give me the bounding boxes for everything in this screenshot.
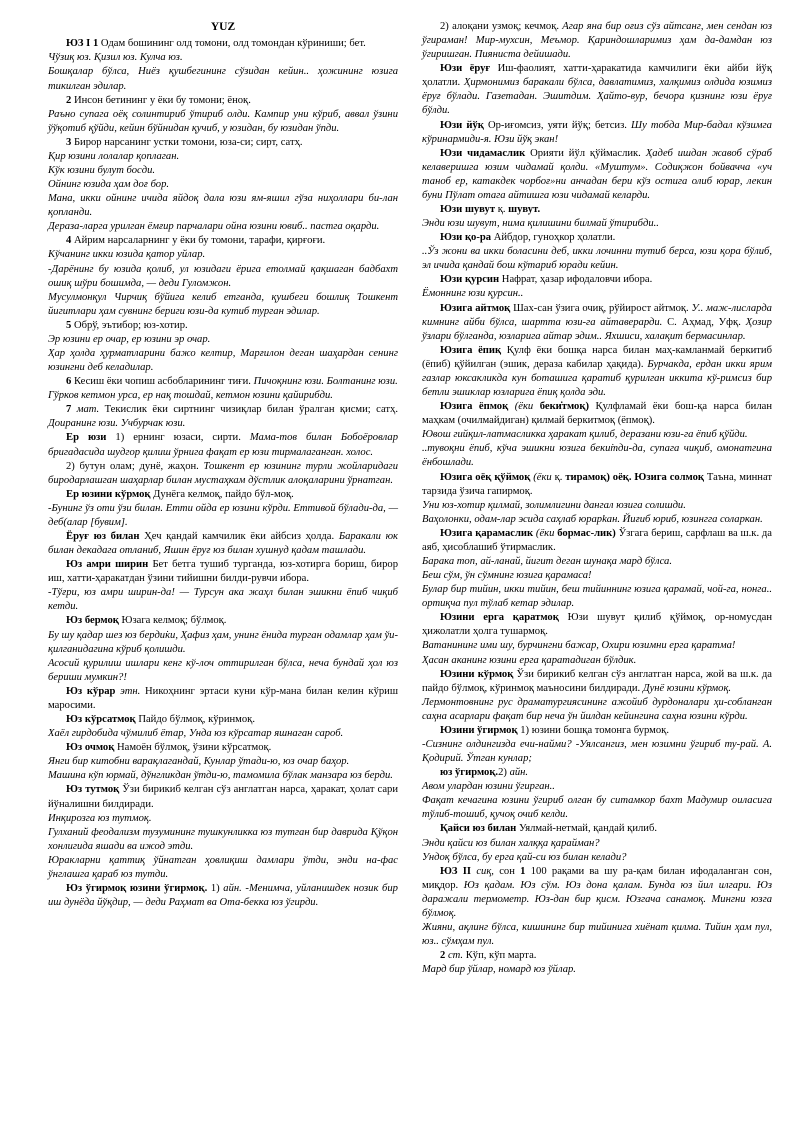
inline-example: У.. маж-лисларда кимнинг айби бўлса, шартта юзи-га айтаверарди. — [422, 302, 772, 328]
definition-text: Кўп, кўп марта. — [463, 950, 537, 962]
headword: 2 — [440, 950, 446, 962]
definition-text: 1) ернинг юзаси, сирти. — [106, 432, 250, 444]
usage-example: Уни юз-хотир қилмай, золимлигини дангал юзига солишди. — [422, 499, 686, 511]
inline-example: Доиранинг юзи. Учбурчак юзи. — [48, 418, 186, 430]
definition-text: Одам бошининг олд томони, олд томондан кўриниши; бет. — [98, 38, 366, 50]
usage-example: -Бунинг ўз оти ўзи билан. Етти ойда ер юзини кўрди. Еттивой бўлади-да, — деб(алар [бувим]. — [48, 502, 398, 528]
dictionary-entry — [48, 431, 398, 459]
left-column — [48, 20, 398, 910]
dictionary-entry — [48, 882, 398, 910]
dictionary-entry — [422, 62, 772, 118]
inline-example: Шу тобда Мир-бадал кўзимга кўринармиди-я. Юзи йўқ экан! — [422, 119, 772, 145]
usage-example: Мана, икки ойнинг ичида яйдоқ дала юзи ям-яшил гўза ниҳоллари би-лан қопланди. — [48, 193, 398, 219]
headword: Юзига оёқ қўймоқ — [440, 471, 531, 483]
inline-example: Дунё юзини кўрмоқ. — [642, 682, 732, 694]
definition-text: Текислик ёки сиртнинг чизиқлар билан ўралган қисми; сатҳ. — [99, 404, 398, 416]
headword-part: шувут. — [505, 204, 541, 216]
usage-example: Эр юзини ер очар, ер юзини эр очар. — [48, 333, 211, 345]
usage-example: Ёмоннинг юзи қурсин.. — [422, 288, 524, 300]
headword: ЮЗ II — [440, 865, 472, 877]
usage-example: Бу шу қадар шез юз берди̇ки, Ҳафиз ҳам, унинг ёнида турган одамлар ҳам ўи-қилганидагина кўриб қолишди. — [48, 629, 399, 655]
inline-example: Ҳадеб ишдан жавоб сўраб келаверишга юзим чидамай қолди. «Муштум». Содиқжон бойвачча «уч таноб ер, катакдек чорбоғ»ни анчадан бери кўз остига олиб юрар, лекин буни Пўлат отага айтишга юзи чидамай келарди. — [422, 147, 773, 201]
dictionary-entry — [48, 741, 398, 755]
definition-text: Дунёга келмоқ, пайдо бўл-моқ. — [150, 488, 294, 500]
definition-text: 1) юзини бошқа томонга бурмоқ. — [517, 724, 669, 736]
dictionary-entry — [422, 344, 772, 400]
usage-example: ..Ўз жони ва икки боласини деб, икки лочинни тутиб берса, юзи қора бўлиб, эл ичида қандай бош кўтариб юради кейин. — [422, 246, 772, 272]
headword: Юзи чидамаслик — [440, 147, 526, 159]
dictionary-entry — [422, 400, 772, 428]
dictionary-entry — [48, 136, 398, 150]
dictionary-entry — [48, 234, 398, 248]
inline-example: Мама-тов билан Бобоёровлар бригадасида шудгор қилиш ўрнига фақат ер юзи тирмалаганган. холос. — [48, 432, 399, 458]
definition-text: Кесиш ёки чопиш асбобларининг тиғи. — [71, 376, 254, 388]
usage-example: Мард бир ўйлар, номард юз ўйлар. — [422, 964, 576, 976]
usage-example: Асосий қурилиш ишлари кенг кў-лоч оттирилган бўлса, неча бундай ҳол юз бериши мумкин?! — [48, 657, 398, 683]
definition-text: Орияти йўл қўймаслик. — [525, 147, 646, 159]
dictionary-entry — [48, 685, 398, 713]
right-column — [422, 20, 772, 977]
usage-example: Кўк юзини булут босди. — [48, 164, 156, 176]
grammar-label: мат. — [71, 404, 100, 416]
headword: Юзига ёпиқ — [440, 344, 502, 356]
headword: 5 — [66, 319, 72, 331]
dictionary-entry — [48, 37, 398, 51]
headword-part: юзини ўгирмоқ. — [126, 882, 208, 894]
usage-label: айн. — [509, 767, 529, 779]
usage-example: Фақат кечагина юзини ўгириб олган бу ситамкор бахт Мадумир оиласига тўлиб-тошиб, қучоқ очиб келди. — [422, 795, 772, 821]
reference-label: қ. — [551, 471, 563, 483]
headword: Юзига қарамаслик — [440, 527, 534, 539]
headword: Юз тутмоқ — [66, 784, 120, 796]
definition-text: 2) алоқани узмоқ; кечмоқ. — [440, 21, 563, 32]
headword: Юз амри ширин — [66, 559, 149, 571]
dictionary-entry — [422, 949, 772, 963]
headword: Юз бермоқ — [66, 615, 119, 627]
headword: Юзига айтмоқ — [440, 302, 511, 314]
headword: Ёруғ юз билан — [66, 531, 140, 543]
dictionary-entry — [422, 668, 772, 696]
dictionary-entry — [48, 319, 398, 333]
definition-text: Айбдор, гуноҳкор ҳолатли. — [491, 232, 616, 244]
inline-example: Ҳирмонимиз баракали бўлса, давлатимиз, халқимиз олдида юзимиз ёруғ бўлади. Газетадан. Эшитдим. Ҳайто-вур, бечора қизнинг юзи ёруғ бўлди. — [422, 77, 772, 117]
headword: Юзи йўқ — [440, 119, 484, 131]
usage-example: Ювош гийқил-латмасликка ҳаракат қилиб, деразани юзи-га ёпиб қўйди. — [422, 429, 748, 441]
dictionary-entry — [422, 766, 772, 780]
dictionary-entry — [422, 527, 772, 555]
headword: 4 — [66, 235, 72, 247]
grammar-label: (ёки — [533, 527, 555, 539]
dictionary-entry — [422, 822, 772, 836]
right-entries — [422, 20, 772, 977]
headword: 3 — [66, 136, 72, 148]
headword-part: 1 — [514, 865, 526, 877]
usage-example: Раъно супага оёқ солинтириб ўтириб олди. Кампир уни кўриб, аввал ўзини ўўқотиб қўйди, кейин бўйнидан қучиб, у юзидан, бу юзидан ўпди. — [48, 108, 398, 134]
dictionary-entry — [422, 611, 772, 639]
usage-example: Инқирозга юз тутмоқ. — [48, 812, 152, 824]
usage-example: Авом улардан юзини ўгирган.. — [422, 781, 555, 793]
dictionary-entry — [48, 530, 398, 558]
usage-example: Ватанининг ими шу, бурчингни бажар, Охири юзимни ерга қаратма! — [422, 640, 736, 652]
dictionary-entry — [48, 558, 398, 586]
headword: 6 — [66, 376, 72, 388]
dictionary-entry — [48, 460, 398, 488]
grammar-label: (ёки — [530, 471, 552, 483]
definition-text: 100 рақами ва шу ра-қам билан ифодаланган сон, миқдор. — [422, 865, 772, 891]
usage-example: Энди юзи шувут, нима қилишини билмай ўтирибди.. — [422, 218, 659, 230]
definition-text: Бет бетга тушиб турганда, юз-хотирга бориш, бирор иш, хатти-ҳаракатдан ўзини тийишни билди-рувчи ибора. — [48, 559, 398, 585]
headword: Юзи қо-ра — [440, 232, 492, 244]
usage-example: Юракларни қаттиқ ўйнатган ҳовлиқиш дамлари ўтди, энди на-фас ўнглашга қараб юз тутди. — [48, 854, 398, 880]
definition-text: 2) — [498, 767, 510, 779]
definition-text: 1) — [207, 882, 224, 894]
usage-example: Мусулмонқул Чирчиқ бўйига келиб етганда, қушбеги бошлиқ Тошкент йигитлари ҳам сувнинг бериги юзи-да кутиб турган эдилар. — [48, 291, 398, 317]
definition-text: Никоҳнинг эртаси куни кўр-мана билан келин кўриш маросими. — [48, 685, 398, 711]
headword: Юзи қурсин — [440, 274, 500, 286]
dictionary-entry — [422, 147, 772, 203]
headword-part: беки̇тмоқ) — [533, 401, 589, 413]
usage-example: -Сизнинг олдингизда ечи-найми? -Уялсангиз, мен юзимни ўгириб ту-рай. А. Қодирий. Ўтган кунлар; — [422, 738, 772, 765]
inline-example: -Менимча, уйланишдек нозик бир иш дунёда йўқдир, — деди Раҳмат ва Ота-бекка юз ўгирди. — [48, 882, 398, 909]
usage-example: Ҳар ҳолда ҳурматларини бажо келтир, Марғилон деган шаҳардан сенинг юзингни деб келадилар. — [48, 348, 398, 374]
dictionary-entry — [48, 375, 398, 389]
dictionary-entry — [422, 231, 772, 245]
definition-text: Шах-сан ўзига очиқ, рўйирост айтмоқ. — [510, 302, 692, 314]
usage-label: айн. — [223, 882, 242, 894]
headword-part: оёқ. Юзига солмоқ — [609, 471, 705, 483]
definition-text: Уялмай-нетмай, қандай қилиб. — [516, 823, 657, 835]
dictionary-entry — [422, 20, 772, 62]
grammar-label: этн. — [115, 685, 141, 697]
inline-example: Бурчакда, ердан икки ярим газлар юксакликда кун боташига қаратиб қурилган иккита кў-римсиз бир бетли эшиклар юзларига ёпиқ қолда эди. — [422, 358, 773, 399]
inline-example: Ҳозир ўзлари бўлганда, юзларига айтар эдим.. Яхшиси, халақит бермасинлар. — [422, 316, 772, 342]
inline-example: Агар яна бир оғиз сўз айтсанг, мен сендан юз ўгираман! Мир-мухсин, Меъмор. Қариндошларимиз ҳам да-дамдан юз ўгиришган. Пиянистa дейишади. — [422, 21, 772, 61]
headword: Юзини кўрмоқ — [440, 668, 514, 680]
dictionary-entry — [48, 783, 398, 811]
usage-example: Гўрков кетмон урса, ер нақ тошдай, кетмон юзини қайирибди. — [48, 390, 333, 402]
inline-example: Баракали юк билан декадага отланиб, Яшин ёруғ юз билан хушнуд қадам ташлади. — [48, 531, 398, 557]
headword: Қайси юз билан — [440, 823, 517, 835]
usage-example: Лермонтовнинг рус драматургиясининг ажойиб дурдоналари ҳи-собланган саҳна асарлари фақат бир неча ўн йилдан кейингина саҳна юзини кўрди. — [422, 696, 772, 722]
definition-text: Бирор нарсанинг устки томони, юза-си; сирт, сатҳ. — [71, 136, 303, 148]
reference-label: қ. — [495, 204, 506, 216]
headword: Юз очмоқ — [66, 742, 115, 754]
definition-text: Намоён бўлмоқ, ўзини кўрсатмоқ. — [114, 742, 272, 754]
definition-text: Ўзи бирикиб келган сўз англатган нарса, жой ва ш.к. да пайдо бўлмоқ, кўринмоқ маъносини билдиради. — [422, 668, 772, 694]
page-title: YUZ — [210, 21, 236, 33]
definition-text: Пайдо бўлмоқ, кўринмоқ. — [135, 714, 255, 726]
usage-example: Ундоқ бўлса, бу ерга қай-си юз билан келади? — [422, 851, 627, 863]
headword: ЮЗ I 1 — [66, 38, 99, 50]
dictionary-entry — [48, 94, 398, 108]
definition-text: Иш-фаолият, хатти-ҳаракатида камчилиги ёки айби йўқ ҳолатли. — [422, 63, 773, 89]
headword: Юз ўгирмоқ — [66, 882, 127, 894]
definition-text: Нафрат, ҳазар ифодаловчи ибора. — [499, 274, 653, 286]
definition-text: Ор-иғомсиз, уяти йўқ; бетсиз. — [483, 119, 632, 131]
definition-text: Қулфламай ёки бош-қа нарса билан маҳкам (очилмайдиган) қилмай беркитмоқ (ёпмоқ). — [422, 401, 772, 427]
dictionary-entry — [422, 302, 772, 344]
usage-example: -Тўғри, юз амри ширин-да! — Турсун ака жаҳл билан эшикни ёпиб чиқиб кетди. — [48, 587, 398, 613]
headword: Юзига ёпмоқ — [440, 401, 509, 413]
usage-example: Жияни, ақлинг бўлса, кишининг бир тийинига хиёнат қилма. Тийин ҳам пул, юз.. сўмҳам пул. — [422, 922, 772, 948]
usage-example: Бошқалар бўлса, Ниёз қушбегининг сўзидан кейин.. ҳожининг юзига тикилган эдилар. — [48, 66, 398, 92]
usage-example: Хаёл гирдобида чўмилиб ётар, Унда юз кўрсатар яшнаган сароб. — [48, 728, 344, 740]
headword: Юзи шувут — [440, 204, 496, 216]
dictionary-page — [48, 20, 773, 1120]
headword: Ер юзи — [66, 432, 107, 444]
usage-example: Энди қайси юз билан халққа қарайман? — [422, 837, 600, 849]
dictionary-entry — [422, 471, 772, 499]
definition-text: Ҳеч қандай камчилик ёки айбсиз ҳолда. — [139, 531, 339, 543]
usage-example: Машина кўп юрмай, дўнгликдан ўтди-ю, тамомила бўлак манзара юз берди. — [48, 770, 393, 782]
definition-text: Инсон бетининг у ёки бу томони; ёноқ. — [71, 94, 251, 106]
left-entries — [48, 37, 398, 910]
reference-label: сон — [493, 865, 515, 877]
dictionary-entry — [48, 403, 398, 431]
inline-example: Тошкент ер юзининг турли жойларидаги биродарлашган шаҳарлар билан мустаҳкам дўстлик алоқаларини ўрнатган. — [48, 460, 398, 486]
usage-example: Чўзиқ юз. Қизил юз. Кулча юз. — [48, 52, 183, 64]
usage-example: Кўчанинг икки юзида қатор уйлар. — [48, 249, 206, 261]
usage-example: Беш сўм, ўн сўмнинг юзига қарамаса! — [422, 570, 592, 582]
headword: Ер юзини кўрмоқ — [66, 488, 151, 500]
usage-example: Ҳасан аканинг юзини ерга қаратадиган бўлдик. — [422, 654, 637, 666]
usage-example: ..тувоқни ёпиб, кўча эшикни юзига беки̇тди-да, супага чиқиб, омонатгина ёнбошлади. — [422, 443, 772, 469]
usage-example: Дераза-ларга урилган ёмғир парчалари ойна юзини ювиб.. пастга оқарди. — [48, 221, 380, 233]
definition-text: Ўзгага бериш, сарфлаш ва ш.к. да аяб, ҳисоблашиб ўтирмаслик. — [422, 527, 773, 553]
headword-part: тирамоқ) — [562, 471, 610, 483]
definition-text: 2) бутун олам; дунё, жаҳон. — [66, 460, 204, 472]
headword-part: бормас-лик) — [554, 527, 616, 539]
dictionary-entry — [48, 614, 398, 628]
dictionary-entry — [48, 713, 398, 727]
dictionary-entry — [422, 724, 772, 738]
definition-text: Юзи шувут қилиб қўймоқ, ор-номусдан ҳижолатли ҳолга тушармоқ. — [422, 612, 772, 638]
grammar-label: ст. — [445, 950, 464, 962]
headword: Юз кўрсатмоқ — [66, 714, 136, 726]
usage-example: Булар бир тийин, икки тийин, беш тийиннинг юзига қарамай, чой-га, нонга.. ортиқча пул тўлаб кетар эдилар. — [422, 584, 772, 610]
dictionary-entry — [422, 119, 772, 147]
headword: Юзини ерга қаратмоқ — [440, 612, 559, 624]
dictionary-entry — [48, 488, 398, 502]
source-citation: С. Аҳмад, Уфқ. — [662, 316, 746, 328]
definition-text: Айрим нарсаларнинг у ёки бу томони, тарафи, қирғоғи. — [71, 235, 326, 247]
headword: Юзи ёруғ — [440, 63, 491, 75]
headword-part: юз ўгирмоқ. — [440, 767, 499, 779]
usage-example: Янги бир китобни варақлагандай, Кунлар ўтади-ю, юз очар баҳор. — [48, 756, 350, 768]
inline-example: Юз қадам. Юз сўм. Юз дона қалам. Бунда юз йил илгари. Юз даражали термометр. Юз-дан бир қисм. Юзгача санамоқ. Мингни юзга бўлмоқ. — [422, 879, 772, 919]
definition-text: Обрў, эътибор; юз-хотир. — [71, 319, 188, 331]
usage-example: Ойнинг юзида ҳам доғ бор. — [48, 179, 170, 191]
definition-text: Таъна, миннат тарзида ўзича гапирмоқ. — [422, 471, 773, 497]
usage-example: Барака топ, ай-ланай, йигит деган шунақа мард бўлса. — [422, 555, 673, 567]
headword: Юз кўрар — [66, 685, 116, 697]
definition-text: Юзага келмоқ; бўлмоқ. — [118, 615, 227, 627]
headword: Юзини ўгирмоқ — [440, 724, 518, 736]
dictionary-entry — [422, 273, 772, 287]
grammar-label: (ёки — [508, 401, 534, 413]
definition-text: Қулф ёки бошқа нарса билан маҳ-камланмай беркитиб (ёпиб) қўйилган (эшик, дераза кабилар ҳақида). — [422, 344, 772, 370]
dictionary-entry — [422, 203, 772, 217]
usage-example: Ваҳолонки, одам-лар эсида саҳлаб юрарkан. Йиғиб юриб, юзингга соларкан. — [422, 513, 763, 525]
usage-example: -Дарёнинг бу юзида қолиб, ул юзидаги ёрига етолмай қақшаган бадбахт ошиқ шўри бошимда, — деди Гуломжон. — [48, 263, 398, 289]
dictionary-entry — [422, 865, 772, 921]
grammar-label: сиқ, — [471, 865, 494, 877]
usage-example: Гулхани̇й феодализм тузумининг тушкунликка юз тутган бир даврида Қўқон хонлигида яшади ва ижод этди. — [48, 826, 398, 852]
usage-example: Қир юзини лолалар қоплаган. — [48, 150, 180, 162]
definition-text: Ўзи бирикиб келган сўз англатган нарса, ҳаракат, ҳолат сари йўналишни билдиради. — [48, 784, 398, 810]
headword: 7 — [66, 404, 72, 416]
headword: 2 — [66, 94, 72, 106]
inline-example: Пичоқнинг юзи. Болтанинг юзи. — [253, 376, 398, 388]
